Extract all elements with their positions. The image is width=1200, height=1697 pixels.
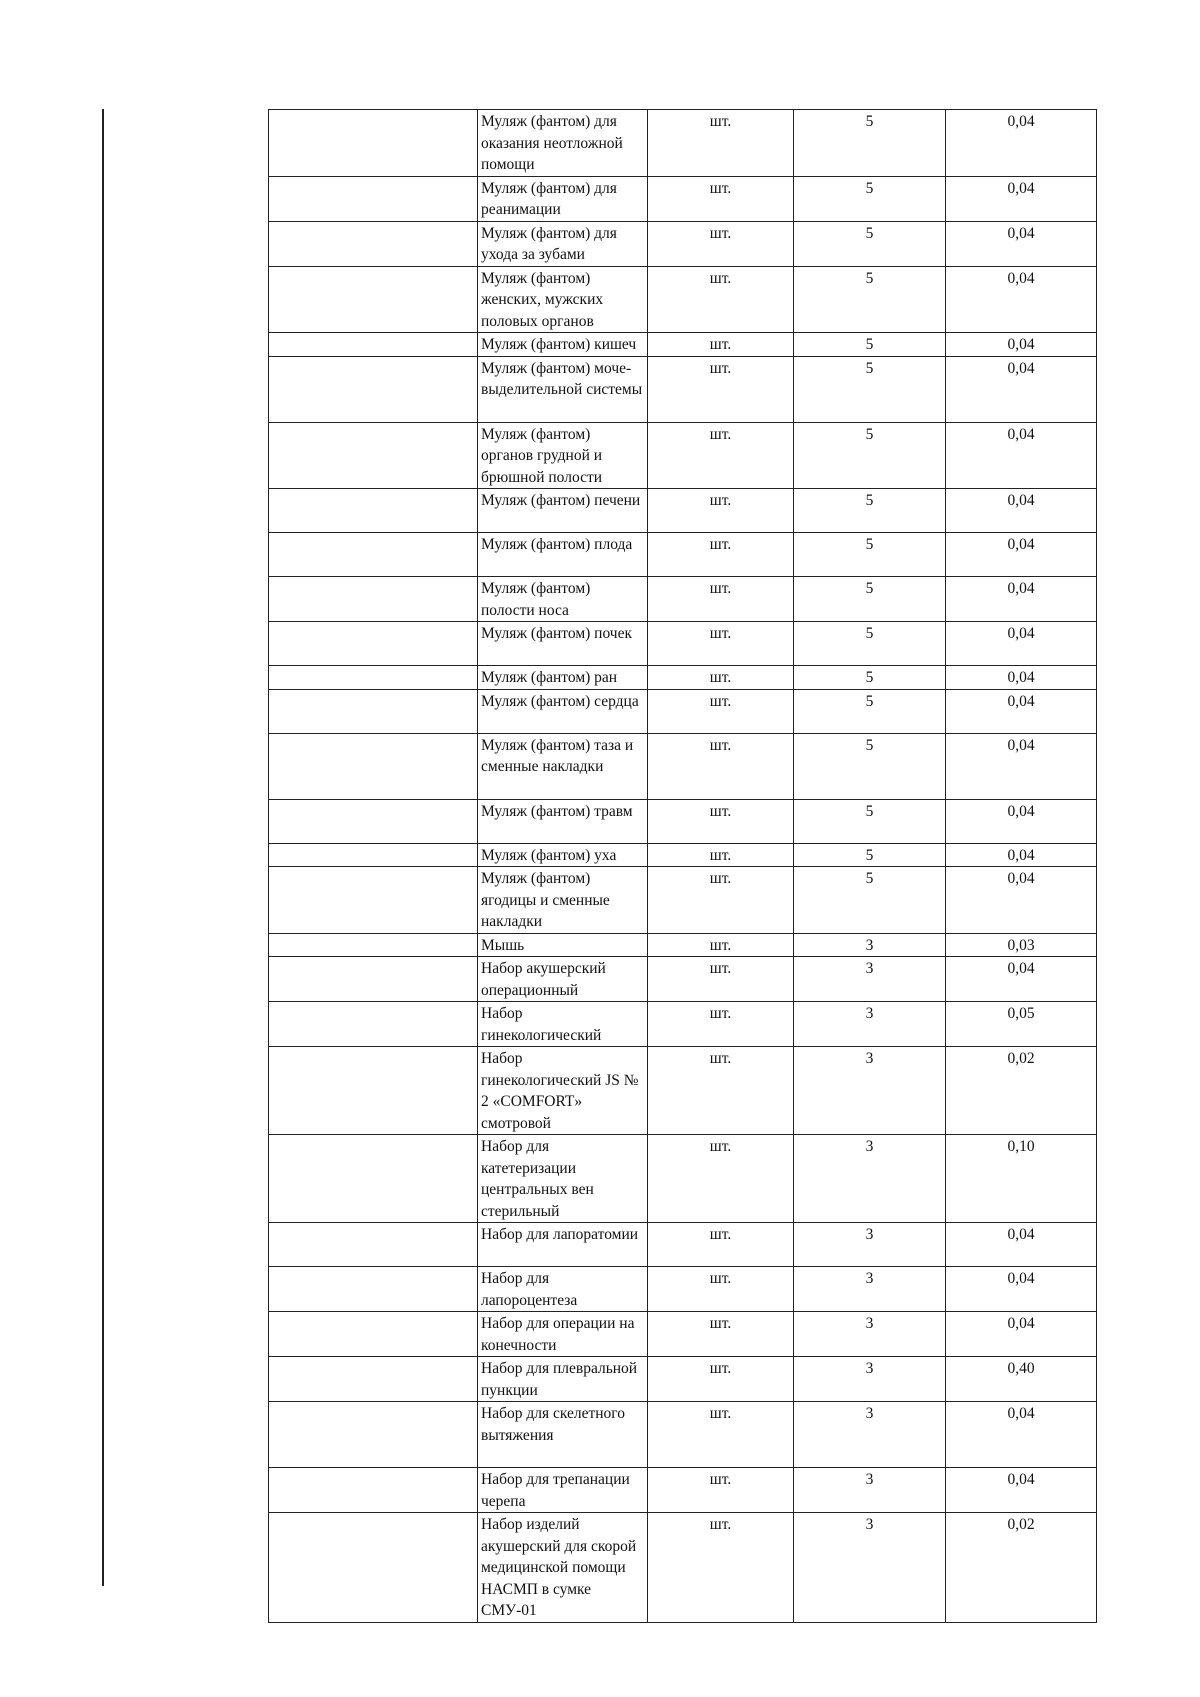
item-name-cell: Муляж (фантом) ран [478,666,648,690]
item-norm-cell: 0,04 [946,422,1097,489]
item-quantity-cell: 5 [794,356,946,422]
table-row [269,533,1097,577]
item-quantity-cell: 5 [794,489,946,533]
item-quantity-cell: 3 [794,1047,946,1135]
item-name-cell: Муляж (фантом) полости носа [478,577,648,622]
item-name-cell: Набор для лапоратомии [478,1223,648,1267]
item-norm-cell: 0,04 [946,1312,1097,1357]
item-unit-cell: шт. [648,666,794,690]
item-unit-cell: шт. [648,1513,794,1623]
item-quantity-cell: 3 [794,1513,946,1623]
row-empty-cell [269,1357,478,1402]
item-unit-cell: шт. [648,1223,794,1267]
item-quantity-cell: 3 [794,1135,946,1223]
item-quantity-cell: 5 [794,622,946,666]
table-row [269,489,1097,533]
item-quantity-cell: 5 [794,533,946,577]
item-norm-cell: 0,03 [946,933,1097,957]
item-unit-cell: шт. [648,533,794,577]
item-norm-cell: 0,04 [946,799,1097,843]
item-unit-cell: шт. [648,622,794,666]
table-row [269,221,1097,266]
item-quantity-cell: 5 [794,799,946,843]
item-unit-cell: шт. [648,577,794,622]
page-margin-line [102,109,104,1586]
table-row [269,957,1097,1002]
item-unit-cell: шт. [648,1402,794,1468]
item-quantity-cell: 3 [794,1267,946,1312]
item-norm-cell: 0,04 [946,221,1097,266]
table-row [269,843,1097,867]
item-unit-cell: шт. [648,799,794,843]
item-name-cell: Муляж (фантом) почек [478,622,648,666]
row-empty-cell [269,422,478,489]
item-name-cell: Муляж (фантом) моче-выделительной системы [478,356,648,422]
item-norm-cell: 0,04 [946,1267,1097,1312]
table-row [269,1357,1097,1402]
table-row [269,1223,1097,1267]
table-row [269,1135,1097,1223]
row-empty-cell [269,799,478,843]
item-norm-cell: 0,04 [946,1402,1097,1468]
row-empty-cell [269,221,478,266]
row-empty-cell [269,1267,478,1312]
item-norm-cell: 0,05 [946,1002,1097,1047]
item-name-cell: Набор для скелетного вытяжения [478,1402,648,1468]
row-empty-cell [269,1312,478,1357]
item-norm-cell: 0,04 [946,577,1097,622]
item-quantity-cell: 5 [794,733,946,799]
item-quantity-cell: 5 [794,422,946,489]
item-unit-cell: шт. [648,110,794,177]
row-empty-cell [269,110,478,177]
table-row [269,733,1097,799]
table-row [269,110,1097,177]
item-unit-cell: шт. [648,1047,794,1135]
table-row [269,176,1097,221]
item-unit-cell: шт. [648,1267,794,1312]
item-unit-cell: шт. [648,266,794,333]
table-row [269,1312,1097,1357]
item-quantity-cell: 5 [794,266,946,333]
item-quantity-cell: 5 [794,689,946,733]
row-empty-cell [269,867,478,934]
table-row [269,689,1097,733]
item-name-cell: Набор для трепанации черепа [478,1468,648,1513]
table-row [269,1267,1097,1312]
item-unit-cell: шт. [648,221,794,266]
item-norm-cell: 0,04 [946,176,1097,221]
item-quantity-cell: 3 [794,1312,946,1357]
row-empty-cell [269,1402,478,1468]
item-unit-cell: шт. [648,689,794,733]
item-name-cell: Набор гинекологический [478,1002,648,1047]
table-row [269,266,1097,333]
row-empty-cell [269,356,478,422]
item-norm-cell: 0,04 [946,957,1097,1002]
table-row [269,1047,1097,1135]
item-unit-cell: шт. [648,356,794,422]
item-quantity-cell: 5 [794,666,946,690]
item-name-cell: Мышь [478,933,648,957]
item-unit-cell: шт. [648,957,794,1002]
row-empty-cell [269,333,478,357]
item-unit-cell: шт. [648,1357,794,1402]
row-empty-cell [269,1002,478,1047]
table-row [269,622,1097,666]
item-unit-cell: шт. [648,422,794,489]
item-name-cell: Муляж (фантом) сердца [478,689,648,733]
item-norm-cell: 0,04 [946,1223,1097,1267]
item-name-cell: Муляж (фантом) женских, мужских половых органов [478,266,648,333]
item-norm-cell: 0,02 [946,1513,1097,1623]
item-unit-cell: шт. [648,333,794,357]
item-unit-cell: шт. [648,843,794,867]
item-norm-cell: 0,04 [946,533,1097,577]
item-norm-cell: 0,02 [946,1047,1097,1135]
item-quantity-cell: 3 [794,957,946,1002]
item-quantity-cell: 3 [794,1002,946,1047]
item-norm-cell: 0,04 [946,1468,1097,1513]
item-unit-cell: шт. [648,733,794,799]
row-empty-cell [269,733,478,799]
item-unit-cell: шт. [648,867,794,934]
row-empty-cell [269,1223,478,1267]
item-quantity-cell: 5 [794,843,946,867]
item-quantity-cell: 5 [794,333,946,357]
item-unit-cell: шт. [648,1312,794,1357]
item-quantity-cell: 3 [794,1223,946,1267]
item-norm-cell: 0,04 [946,867,1097,934]
item-norm-cell: 0,04 [946,266,1097,333]
item-unit-cell: шт. [648,1468,794,1513]
item-unit-cell: шт. [648,933,794,957]
item-norm-cell: 0,04 [946,666,1097,690]
row-empty-cell [269,933,478,957]
item-unit-cell: шт. [648,176,794,221]
item-name-cell: Муляж (фантом) уха [478,843,648,867]
row-empty-cell [269,1513,478,1623]
item-name-cell: Муляж (фантом) плода [478,533,648,577]
item-unit-cell: шт. [648,1002,794,1047]
item-quantity-cell: 3 [794,933,946,957]
item-name-cell: Муляж (фантом) для реанимации [478,176,648,221]
item-name-cell: Муляж (фантом) для оказания неотложной помощи [478,110,648,177]
item-name-cell: Набор для лапороцентеза [478,1267,648,1312]
item-quantity-cell: 5 [794,221,946,266]
item-quantity-cell: 5 [794,867,946,934]
item-norm-cell: 0,04 [946,489,1097,533]
item-name-cell: Муляж (фантом) ягодицы и сменные накладки [478,867,648,934]
row-empty-cell [269,176,478,221]
item-quantity-cell: 5 [794,176,946,221]
item-name-cell: Набор для катетеризации центральных вен стерильный [478,1135,648,1223]
item-name-cell: Набор гинекологический JS № 2 «COMFORT» смотровой [478,1047,648,1135]
equipment-table-body [269,110,1097,1623]
row-empty-cell [269,1135,478,1223]
table-row [269,799,1097,843]
item-norm-cell: 0,04 [946,333,1097,357]
table-row [269,1402,1097,1468]
table-row [269,1513,1097,1623]
table-row [269,422,1097,489]
row-empty-cell [269,957,478,1002]
row-empty-cell [269,1468,478,1513]
table-row [269,577,1097,622]
item-name-cell: Набор для операции на конечности [478,1312,648,1357]
row-empty-cell [269,1047,478,1135]
row-empty-cell [269,666,478,690]
item-name-cell: Муляж (фантом) травм [478,799,648,843]
table-row [269,666,1097,690]
row-empty-cell [269,533,478,577]
item-norm-cell: 0,04 [946,843,1097,867]
item-unit-cell: шт. [648,1135,794,1223]
row-empty-cell [269,489,478,533]
item-name-cell: Муляж (фантом) кишеч [478,333,648,357]
item-name-cell: Набор для плевральной пункции [478,1357,648,1402]
row-empty-cell [269,622,478,666]
item-norm-cell: 0,04 [946,689,1097,733]
table-row [269,356,1097,422]
item-name-cell: Муляж (фантом) органов грудной и брюшной полости [478,422,648,489]
item-name-cell: Набор акушерский операционный [478,957,648,1002]
table-row [269,333,1097,357]
item-norm-cell: 0,04 [946,110,1097,177]
item-name-cell: Набор изделий акушерский для скорой медицинской помощи НАСМП в сумке СМУ-01 [478,1513,648,1623]
table-row [269,1468,1097,1513]
table-row [269,933,1097,957]
item-norm-cell: 0,10 [946,1135,1097,1223]
item-quantity-cell: 5 [794,577,946,622]
item-quantity-cell: 5 [794,110,946,177]
item-name-cell: Муляж (фантом) таза и сменные накладки [478,733,648,799]
item-norm-cell: 0,04 [946,733,1097,799]
item-name-cell: Муляж (фантом) для ухода за зубами [478,221,648,266]
table-row [269,867,1097,934]
equipment-table [268,109,1097,1623]
item-quantity-cell: 3 [794,1357,946,1402]
table-row [269,1002,1097,1047]
item-quantity-cell: 3 [794,1402,946,1468]
row-empty-cell [269,843,478,867]
item-norm-cell: 0,04 [946,356,1097,422]
item-unit-cell: шт. [648,489,794,533]
row-empty-cell [269,577,478,622]
row-empty-cell [269,266,478,333]
item-norm-cell: 0,40 [946,1357,1097,1402]
item-norm-cell: 0,04 [946,622,1097,666]
row-empty-cell [269,689,478,733]
item-quantity-cell: 3 [794,1468,946,1513]
item-name-cell: Муляж (фантом) печени [478,489,648,533]
